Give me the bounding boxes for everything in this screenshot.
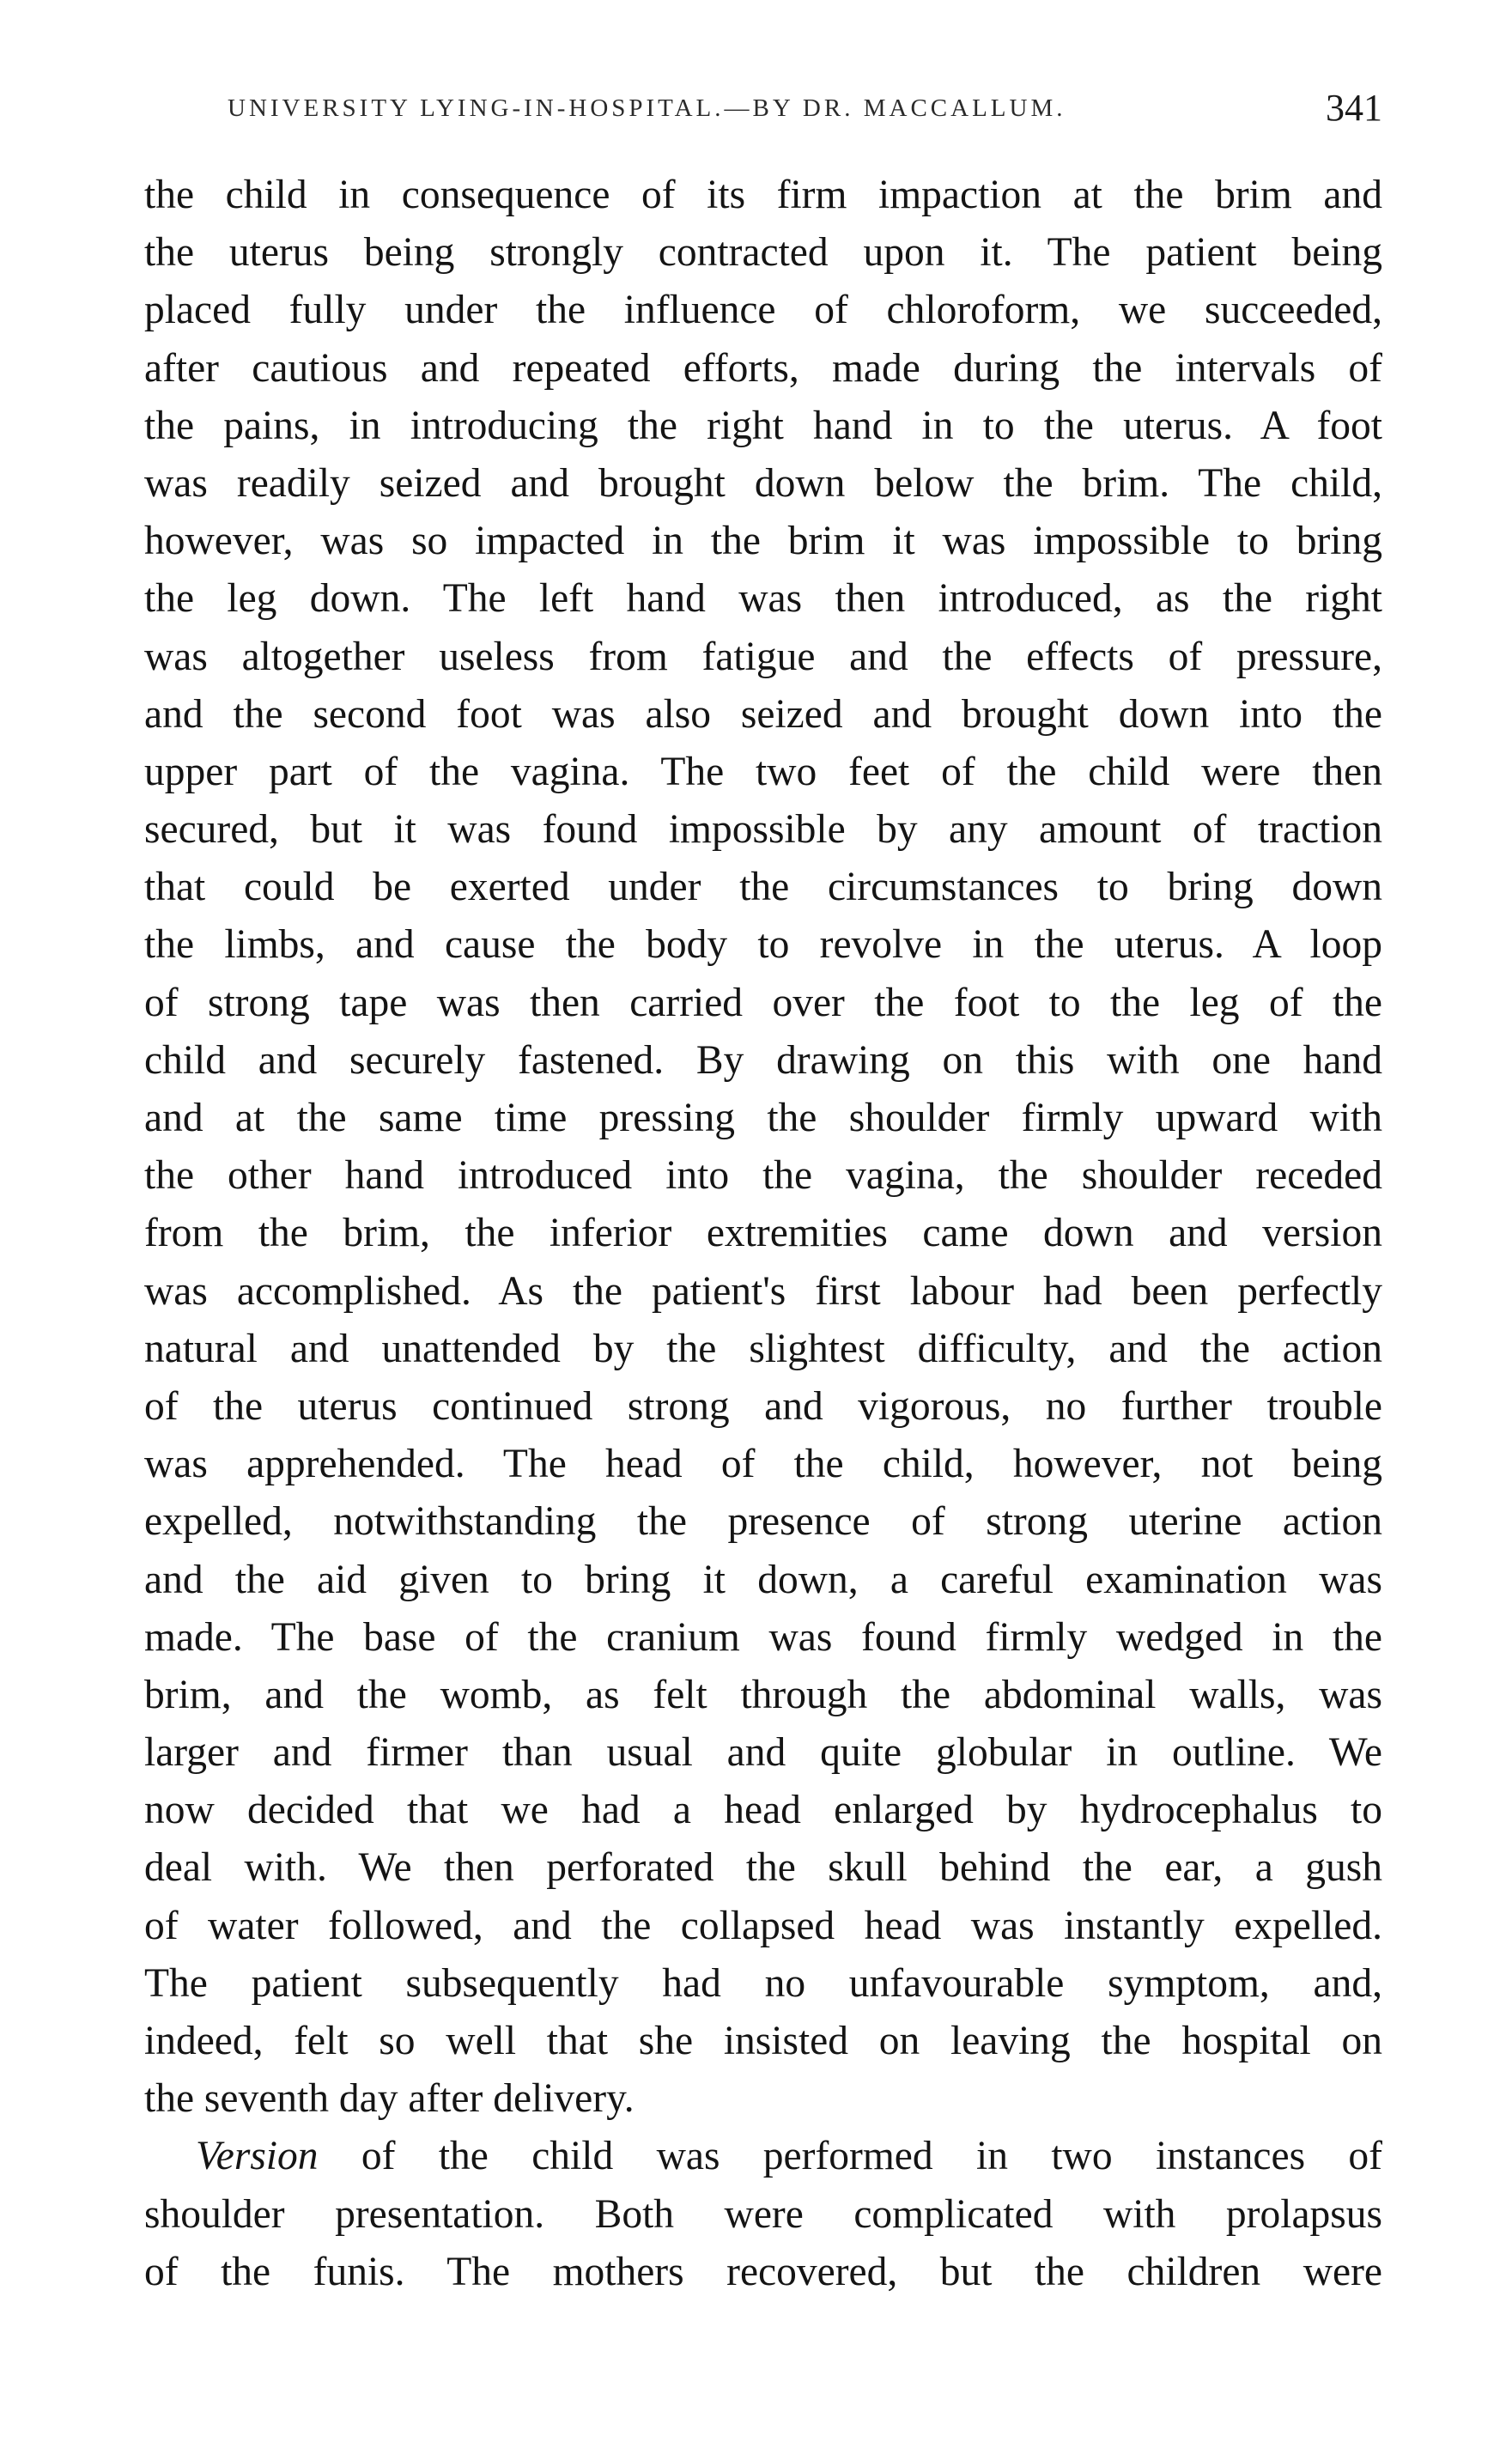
italic-term: Version [196,2134,319,2179]
text-line: was readily seized and brought down below the brim. The child, [144,460,1382,506]
text-line: was accomplished. As the patient's first labour had been perfectly [144,1268,1382,1314]
text-line: however, was so impacted in the brim it was impossible to bring [144,519,1382,564]
text-line: after cautious and repeated efforts, made during the intervals of [144,345,1382,391]
text-line: expelled, notwithstanding the presence of strong uterine action [144,1499,1382,1545]
text-line: larger and firmer than usual and quite globular in outline. We [144,1730,1382,1776]
text-line: and the aid given to bring it down, a careful examination was [144,1557,1382,1602]
text-line: deal with. We then perforated the skull behind the ear, a gush [144,1845,1382,1891]
text-line: brim, and the womb, as felt through the abdominal walls, was [144,1672,1382,1717]
text-line: natural and unattended by the slightest difficulty, and the action [144,1326,1382,1371]
text-line: of the funis. The mothers recovered, but the children were [144,2249,1382,2294]
text-line: of water followed, and the collapsed head was instantly expelled. [144,1903,1382,1948]
text-line: placed fully under the influence of chloroform, we succeeded, [144,288,1382,333]
running-title: UNIVERSITY LYING-IN-HOSPITAL.—BY DR. MACCALLUM. [228,94,1066,122]
body-text [144,167,1382,2301]
text-fragment: of the child was performed in two instances of [318,2134,1382,2179]
running-header [146,86,1382,137]
text-line: the leg down. The left hand was then introduced, as the right [144,576,1382,622]
text-line: the limbs, and cause the body to revolve in the uterus. A loop [144,922,1382,968]
text-line: The patient subsequently had no unfavourable symptom, and, [144,1960,1382,2006]
page-number: 341 [1326,87,1382,129]
text-line: now decided that we had a head enlarged by hydrocephalus to [144,1788,1382,1833]
text-line: indeed, felt so well that she insisted on leaving the hospital on [144,2019,1382,2063]
text-line: of the uterus continued strong and vigorous, no further trouble [144,1383,1382,1429]
text-line: of strong tape was then carried over the foot to the leg of the [144,980,1382,1025]
text-line: made. The base of the cranium was found firmly wedged in the [144,1614,1382,1660]
text-line: the child in consequence of its firm impaction at the brim and [144,173,1382,217]
text-line: child and securely fastened. By drawing on this with one hand [144,1037,1382,1083]
paragraph-start-line [144,2128,1382,2185]
text-line: the other hand introduced into the vagina, the shoulder receded [144,1153,1382,1199]
text-line: secured, but it was found impossible by any amount of traction [144,807,1382,853]
text-line: the uterus being strongly contracted upon it. The patient being [144,230,1382,276]
text-line: that could be exerted under the circumstances to bring down [144,865,1382,910]
text-line: and at the same time pressing the shoulder firmly upward with [144,1096,1382,1140]
text-line: upper part of the vagina. The two feet of the child were then [144,749,1382,794]
text-line: and the second foot was also seized and brought down into the [144,691,1382,737]
text-line: shoulder presentation. Both were complicated with prolapsus [144,2191,1382,2237]
text-line: the pains, in introducing the right hand in to the uterus. A foot [144,403,1382,448]
text-line: was altogether useless from fatigue and the effects of pressure, [144,634,1382,679]
text-line: from the brim, the inferior extremities came down and version [144,1211,1382,1256]
text-line: was apprehended. The head of the child, however, not being [144,1442,1382,1487]
text-line: the seventh day after delivery. [144,2076,635,2122]
